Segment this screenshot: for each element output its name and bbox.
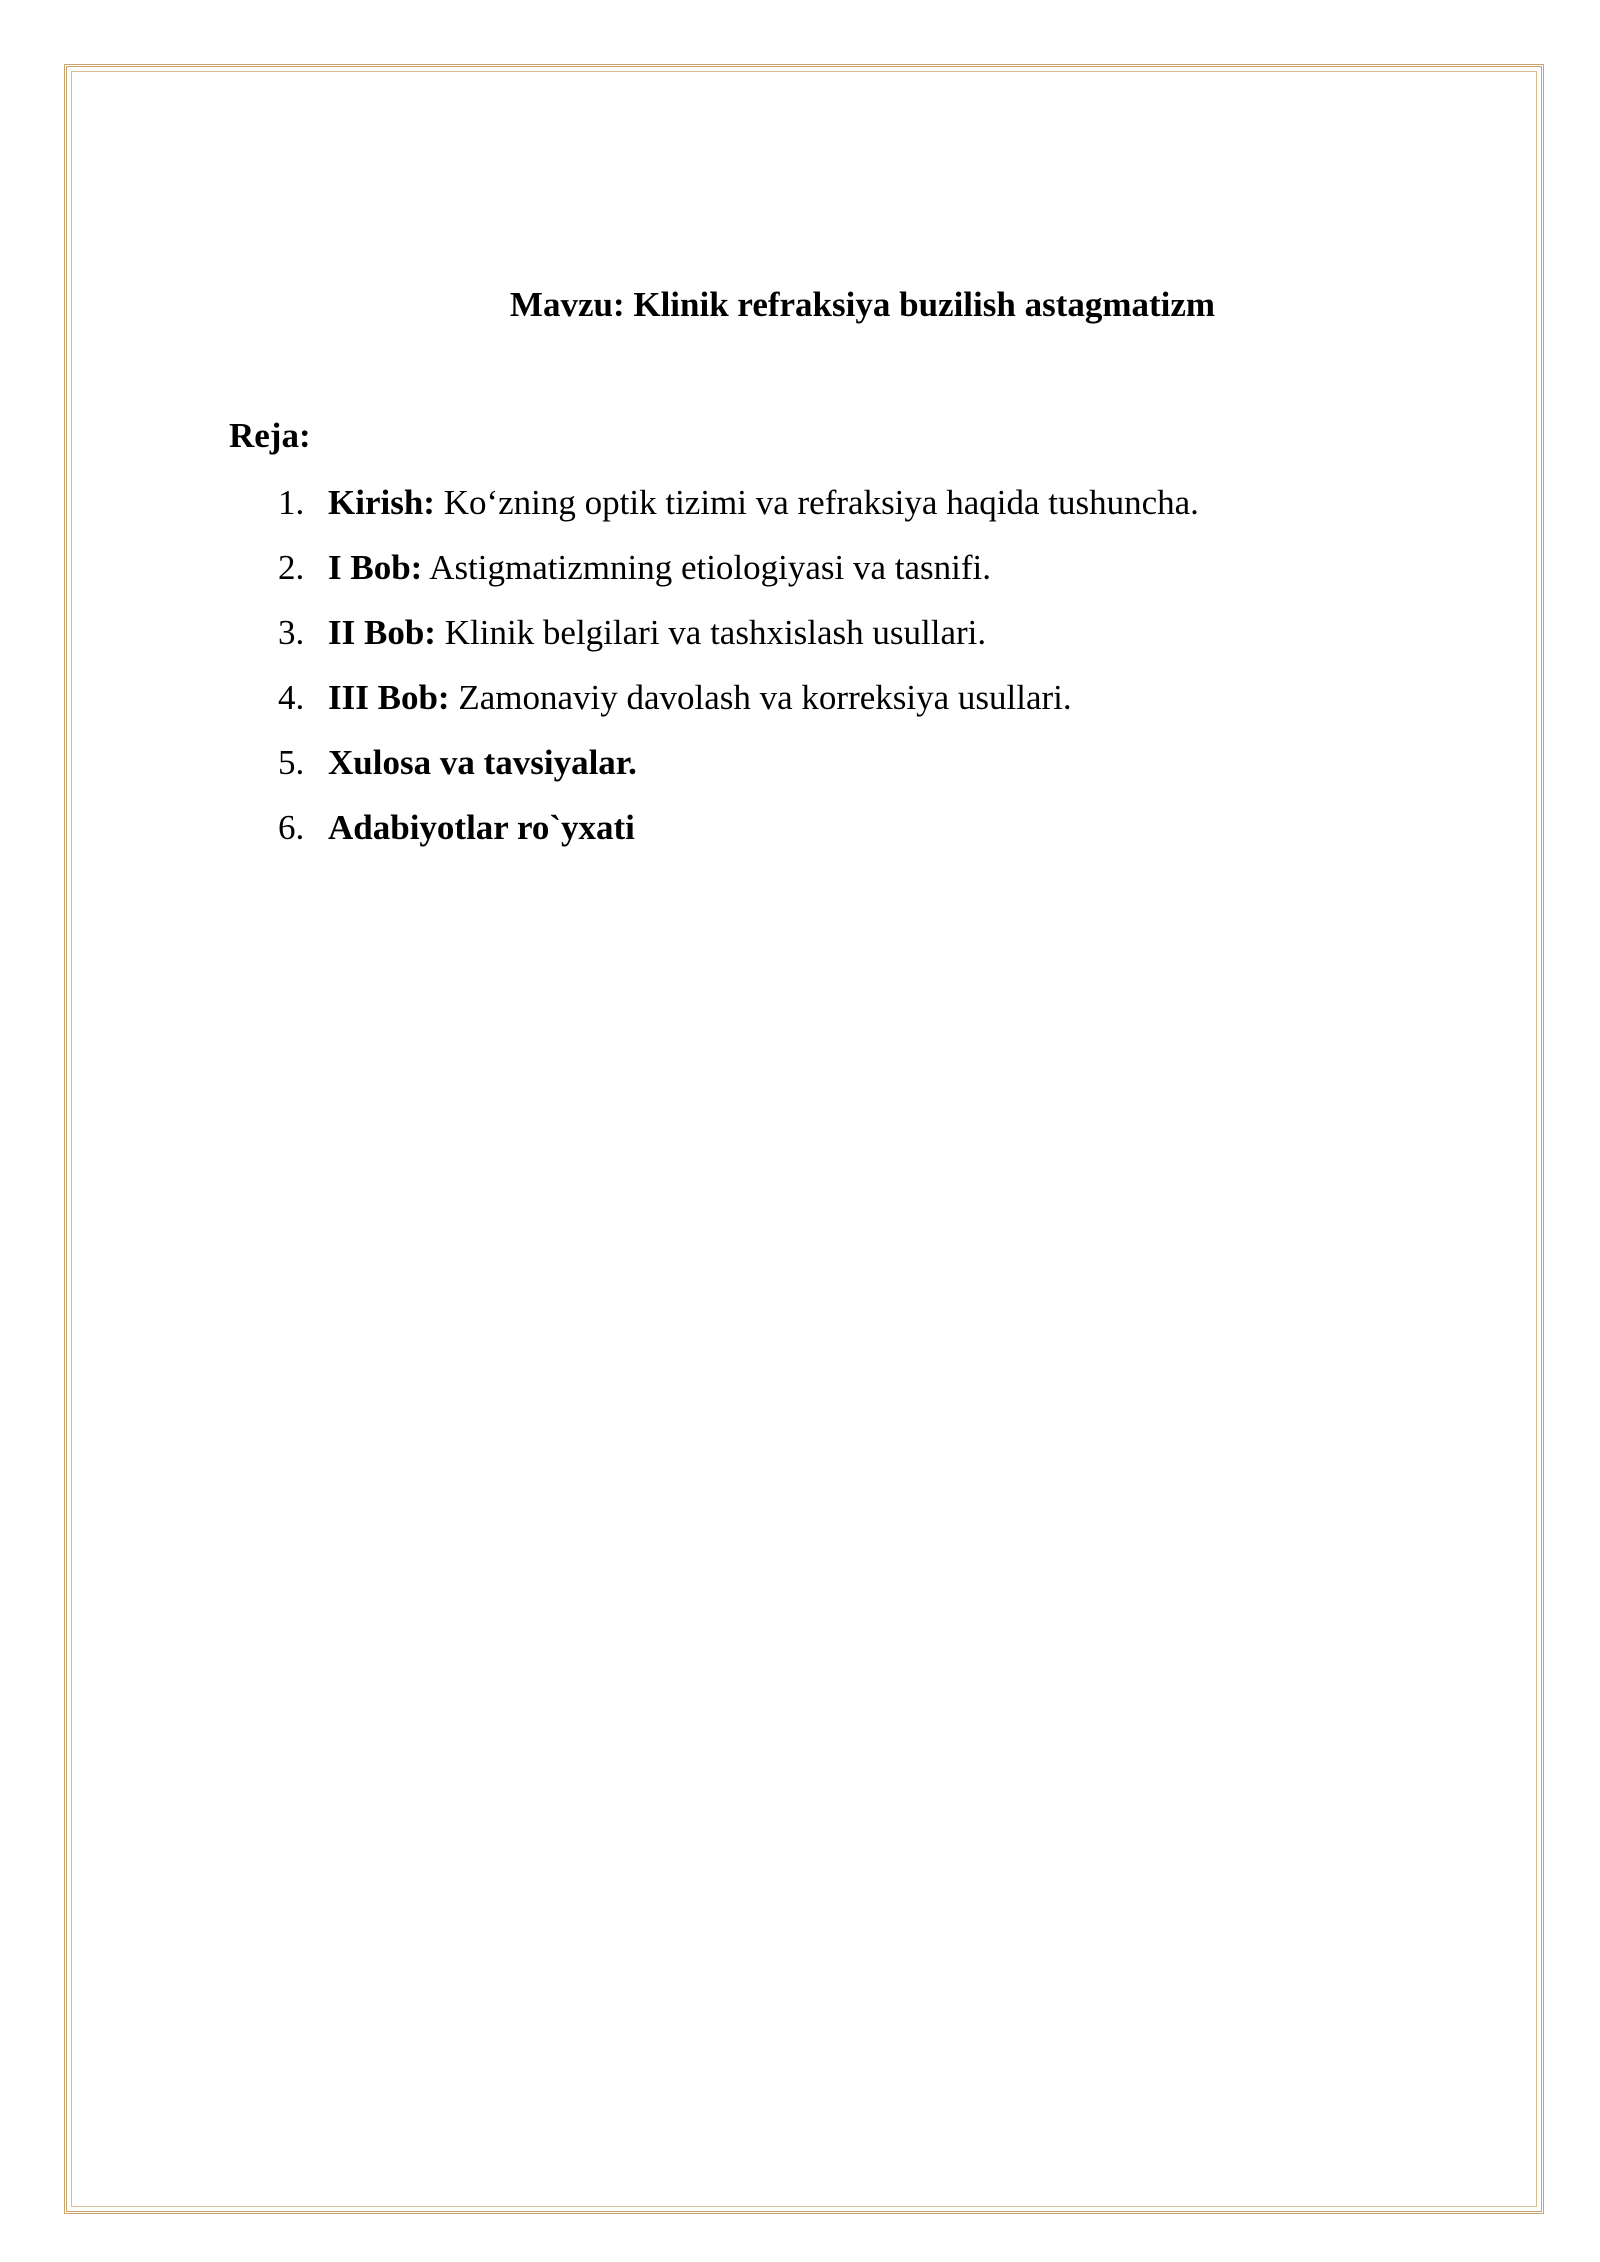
plan-item-chapter-3 bbox=[278, 676, 1199, 741]
item-number: 4. bbox=[278, 678, 305, 717]
item-lead: III Bob: bbox=[328, 678, 450, 717]
item-content bbox=[328, 806, 635, 850]
item-number: 1. bbox=[278, 483, 305, 522]
item-text: Klinik belgilari va tashxislash usullari. bbox=[435, 613, 987, 652]
item-lead: Adabiyotlar ro`yxati bbox=[328, 808, 635, 847]
plan-item-conclusion bbox=[278, 741, 1199, 806]
item-content bbox=[328, 676, 1072, 720]
item-number: 6. bbox=[278, 808, 305, 847]
item-lead: Xulosa va tavsiyalar. bbox=[328, 743, 637, 782]
item-number: 5. bbox=[278, 743, 305, 782]
plan-item-chapter-2 bbox=[278, 611, 1199, 676]
item-text: Astigmatizmning etiologiyasi va tasnifi. bbox=[422, 548, 992, 587]
item-content bbox=[328, 741, 637, 785]
item-lead: II Bob: bbox=[328, 613, 436, 652]
item-content bbox=[328, 481, 1199, 525]
item-number: 3. bbox=[278, 613, 305, 652]
item-content bbox=[328, 546, 991, 590]
item-lead: Kirish: bbox=[328, 483, 435, 522]
plan-list bbox=[278, 481, 1199, 871]
document-title: Mavzu: Klinik refraksiya buzilish astagmatizm bbox=[509, 285, 1216, 324]
plan-item-introduction bbox=[278, 481, 1199, 546]
item-number: 2. bbox=[278, 548, 305, 587]
item-lead: I Bob: bbox=[328, 548, 423, 587]
page-border-inner bbox=[71, 71, 1537, 2207]
item-content bbox=[328, 611, 986, 655]
plan-item-references bbox=[278, 806, 1199, 871]
page-border-frame bbox=[64, 64, 1544, 2214]
plan-item-chapter-1 bbox=[278, 546, 1199, 611]
item-text: Ko‘zning optik tizimi va refraksiya haqida tushuncha. bbox=[434, 483, 1199, 522]
item-text: Zamonaviy davolash va korreksiya usullari. bbox=[449, 678, 1072, 717]
plan-heading: Reja: bbox=[229, 416, 311, 455]
